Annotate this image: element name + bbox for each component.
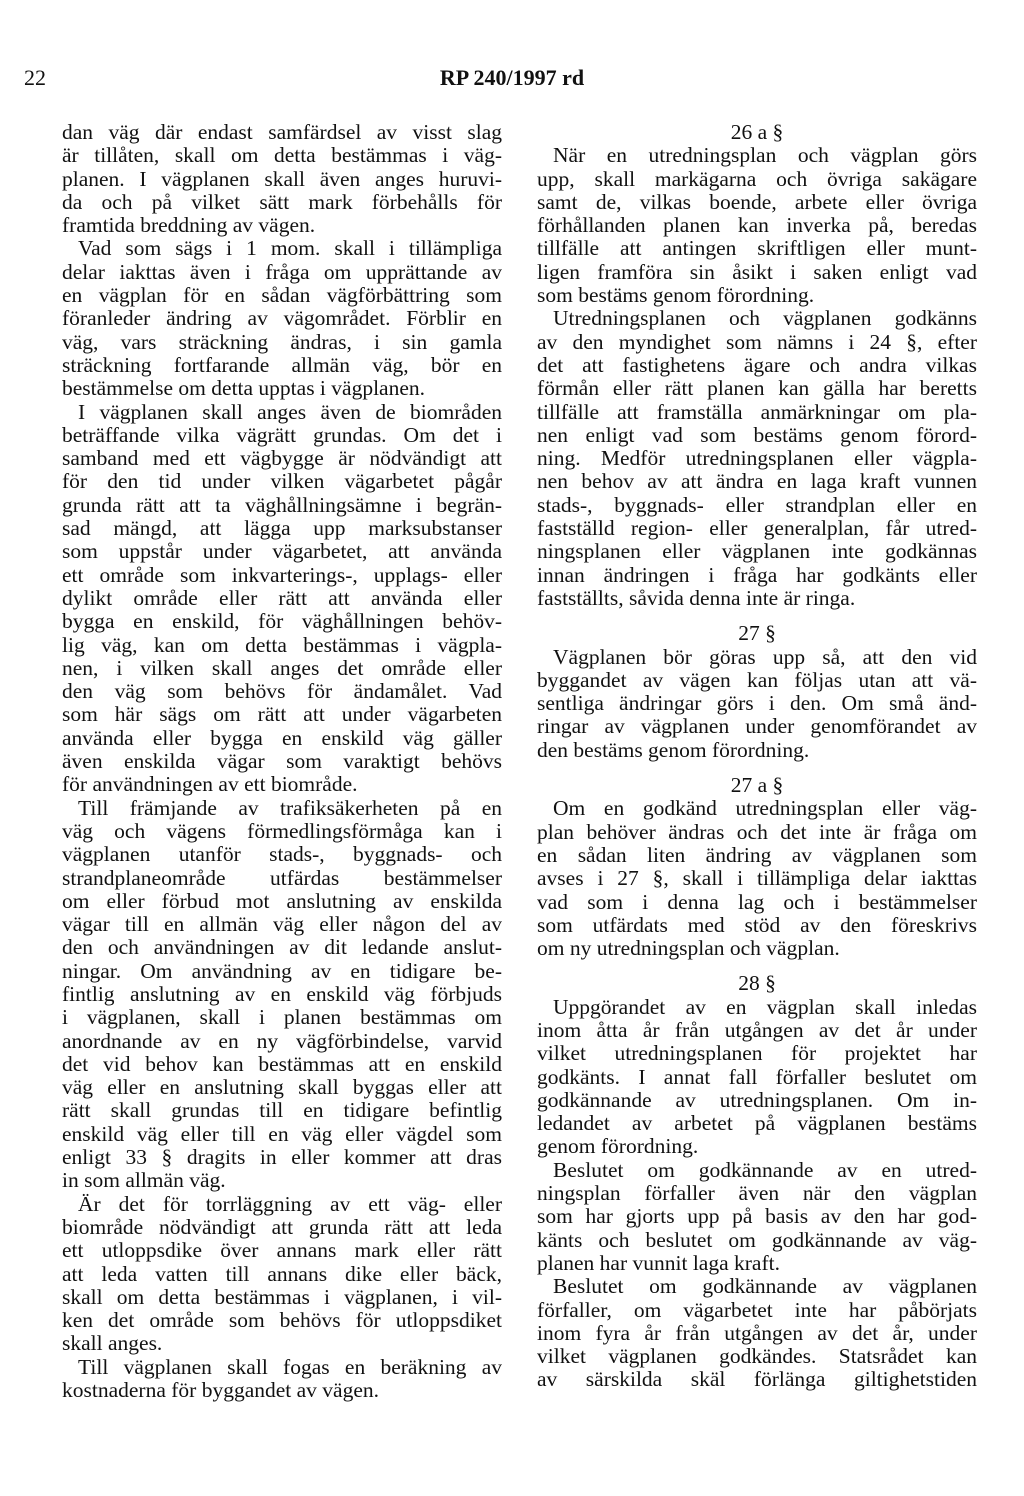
text-line: som här sägs om rätt att under vägarbeten <box>62 702 502 727</box>
text-line: inom åtta år från utgången av det år under <box>537 1017 977 1042</box>
text-line: byggandet av vägen kan följas utan att vä- <box>537 667 977 692</box>
text-line: samband med ett vägbygge är nödvändigt att <box>62 446 502 471</box>
text-line: bygga en enskild, för väghållningen behöv- <box>62 609 502 634</box>
running-title: RP 240/1997 rd <box>439 65 585 90</box>
text-line: nen, i vilken skall anges det område eller <box>62 655 502 680</box>
text-line: skall anges. <box>62 1331 163 1356</box>
text-line: Utredningsplanen och vägplanen godkänns <box>553 306 977 331</box>
text-line: använda eller bygga en enskild väg gäller <box>62 725 502 750</box>
text-line: grunda rätt att ta väghållningsämne i begrän- <box>62 492 502 517</box>
text-line: Beslutet om godkännande av vägplanen <box>553 1274 977 1299</box>
text-line: den bestäms genom förordning. <box>537 737 810 762</box>
text-line: beträffande vilka vägrätt grundas. Om det i <box>62 422 502 447</box>
text-line: Om en godkänd utredningsplan eller väg- <box>553 796 977 821</box>
text-line: känts och beslutet om godkännande av väg- <box>537 1227 977 1252</box>
text-line: lig väg, kan om detta bestämmas i vägpla- <box>62 632 502 657</box>
text-line: avses i 27 §, skall i tillämpliga delar iakttas <box>537 866 977 891</box>
text-line: vägar till en allmän väg eller någon del av <box>62 912 502 937</box>
text-line: väg eller en anslutning skall byggas eller att <box>62 1075 502 1100</box>
text-line: rätt skall grundas till en tidigare befintlig <box>62 1098 502 1123</box>
text-line: fintlig anslutning av en enskild väg förbjuds <box>62 981 502 1006</box>
text-line: även enskilda vägar som varaktigt behövs <box>62 749 502 774</box>
text-line: som utfärdats med stöd av den föreskrivs <box>537 912 977 937</box>
page-number: 22 <box>24 65 46 90</box>
text-line: enskild väg eller till en väg eller vägdel som <box>62 1121 502 1146</box>
text-line: den och användningen av dit ledande anslut- <box>62 935 502 960</box>
text-line: ningsplanen eller vägplanen inte godkännas <box>537 539 977 564</box>
text-line: upp, skall markägarna och övriga sakägare <box>537 166 977 191</box>
text-line: väg och vägens förmedlingsförmåga kan i <box>62 818 502 843</box>
text-line: tillfälle att antingen skriftligen eller munt- <box>537 236 977 261</box>
text-line: att leda vatten till annans dike eller bäck, <box>62 1261 502 1286</box>
text-line: är tillåten, skall om detta bestämmas i väg- <box>62 143 502 168</box>
text-line: delar iakttas även i fråga om upprättande av <box>62 259 502 284</box>
text-line: av den myndighet som nämns i 24 §, efter <box>537 329 977 354</box>
text-line: ett område som inkvarterings-, upplags- eller <box>62 562 502 587</box>
section-heading: 27 § <box>738 621 776 646</box>
text-line: för användningen av ett biområde. <box>62 772 358 797</box>
text-line: Vad som sägs i 1 mom. skall i tillämpliga <box>78 236 502 261</box>
text-line: godkännande av utredningsplanen. Om in- <box>537 1087 977 1112</box>
text-line: stads-, byggnads- eller strandplan eller en <box>537 492 977 517</box>
text-line: av särskilda skäl förlänga giltighetstiden <box>537 1367 977 1392</box>
text-line: fastställd region- eller generalplan, får utred- <box>537 516 977 541</box>
text-line: genom förordning. <box>537 1134 699 1159</box>
text-line: innan ändringen i fråga har godkänts eller <box>537 562 977 587</box>
text-line: ningsplan förfaller även när den vägplan <box>537 1181 977 1206</box>
text-line: fastställts, såvida denna inte är ringa. <box>537 585 856 610</box>
text-line: dan väg där endast samfärdsel av visst slag <box>62 120 502 144</box>
text-line: sad mängd, att lägga upp marksubstanser <box>62 516 502 541</box>
text-line: förmån eller rätt planen kan gälla har beretts <box>537 376 977 401</box>
text-line: Till vägplanen skall fogas en beräkning av <box>78 1354 502 1379</box>
text-line: enligt 33 § dragits in eller kommer att dras <box>62 1145 502 1170</box>
text-line: ledandet av arbetet på vägplanen bestäms <box>537 1111 977 1136</box>
text-line: förfaller, om vägarbetet inte har påbörjats <box>537 1297 977 1322</box>
text-line: förhållanden planen kan inverka på, beredas <box>537 213 977 238</box>
text-line: det vid behov kan bestämmas att en enskild <box>62 1051 502 1076</box>
text-line: anordnande av en ny vägförbindelse, varvid <box>62 1028 502 1053</box>
text-line: en sådan liten ändring av vägplanen som <box>537 842 977 867</box>
text-line: Är det för torrläggning av ett väg- eller <box>78 1191 502 1216</box>
text-line: kostnaderna för byggandet av vägen. <box>62 1378 380 1403</box>
text-line: den väg som behövs för ändamålet. Vad <box>62 679 502 704</box>
text-line: planen. I vägplanen skall även anges huruvi- <box>62 166 502 191</box>
text-line: i vägplanen, skall i planen bestämmas om <box>62 1005 502 1030</box>
text-line: vägplanen utanför stads-, byggnads- och <box>62 842 502 867</box>
text-line: som bestäms genom förordning. <box>537 283 815 308</box>
text-line: som har gjorts upp på basis av den har god- <box>537 1204 977 1229</box>
text-line: framtida breddning av vägen. <box>62 213 316 238</box>
left-column <box>62 121 502 1402</box>
text-line: väg, vars sträckning ändras, i sin gamla <box>62 329 502 354</box>
text-line: ett utloppsdike över annans mark eller rätt <box>62 1238 502 1263</box>
text-line: sträckning fortfarande allmän väg, bör en <box>62 352 502 377</box>
text-line: strandplaneområde utfärdas bestämmelser <box>62 865 502 890</box>
text-line: vilket vägplanen godkändes. Statsrådet kan <box>537 1344 977 1369</box>
text-line: Till främjande av trafiksäkerheten på en <box>78 795 502 820</box>
text-line: föranleder ändring av vägområdet. Förblir en <box>62 306 502 331</box>
text-line: da och på vilket sätt mark förbehålls för <box>62 189 502 214</box>
text-line: ken det område som behövs för utloppsdiket <box>62 1308 502 1333</box>
text-line: nen behov av att ändra en laga kraft vunnen <box>537 469 977 494</box>
text-line: skall om detta bestämmas i vägplanen, i vil- <box>62 1284 502 1309</box>
text-line: planen har vunnit laga kraft. <box>537 1250 780 1275</box>
text-line: samt de, vilkas boende, arbete eller övriga <box>537 189 977 214</box>
section-heading: 28 § <box>738 971 776 996</box>
text-line: vilket utredningsplanen för projektet har <box>537 1041 977 1066</box>
section-heading: 26 a § <box>730 120 784 144</box>
text-line: godkänts. I annat fall förfaller beslutet om <box>537 1064 977 1089</box>
text-line: ningar. Om användning av en tidigare be- <box>62 958 502 983</box>
text-line: in som allmän väg. <box>62 1168 226 1193</box>
text-line: När en utredningsplan och vägplan görs <box>553 143 977 168</box>
text-line: nen enligt vad som bestäms genom förord- <box>537 422 977 447</box>
text-line: sentliga ändringar görs i den. Om små änd- <box>537 691 977 716</box>
section-heading: 27 a § <box>730 773 784 798</box>
text-line: I vägplanen skall anges även de biområden <box>78 399 502 424</box>
text-line: för den tid under vilken vägarbetet pågår <box>62 469 502 494</box>
text-line: om eller förbud mot anslutning av enskilda <box>62 888 502 913</box>
text-line: Beslutet om godkännande av en utred- <box>553 1157 977 1182</box>
text-line: ringar av vägplanen under genomförandet av <box>537 714 977 739</box>
text-line: om ny utredningsplan och vägplan. <box>537 936 840 961</box>
text-line: bestämmelse om detta upptas i vägplanen. <box>62 376 426 401</box>
text-line: inom fyra år från utgången av det år, under <box>537 1320 977 1345</box>
text-line: ning. Medför utredningsplanen eller vägpla- <box>537 446 977 471</box>
text-line: tillfälle att framställa anmärkningar om pla- <box>537 399 977 424</box>
text-line: ligen framföra sin åsikt i saken enligt vad <box>537 259 977 284</box>
text-line: biområde nödvändigt att grunda rätt att leda <box>62 1214 502 1239</box>
text-line: plan behöver ändras och det inte är fråga om <box>537 819 977 844</box>
text-line: dylikt område eller rätt att använda eller <box>62 585 502 610</box>
text-line: Vägplanen bör göras upp så, att den vid <box>553 644 977 669</box>
right-column <box>537 121 977 1392</box>
text-line: Uppgörandet av en vägplan skall inledas <box>553 994 977 1019</box>
text-line: som uppstår under vägarbetet, att använda <box>62 539 502 564</box>
text-line: vad som i denna lag och i bestämmelser <box>537 889 977 914</box>
text-line: en vägplan för en sådan vägförbättring som <box>62 283 502 308</box>
text-line: det att fastighetens ägare och andra vilkas <box>537 352 977 377</box>
